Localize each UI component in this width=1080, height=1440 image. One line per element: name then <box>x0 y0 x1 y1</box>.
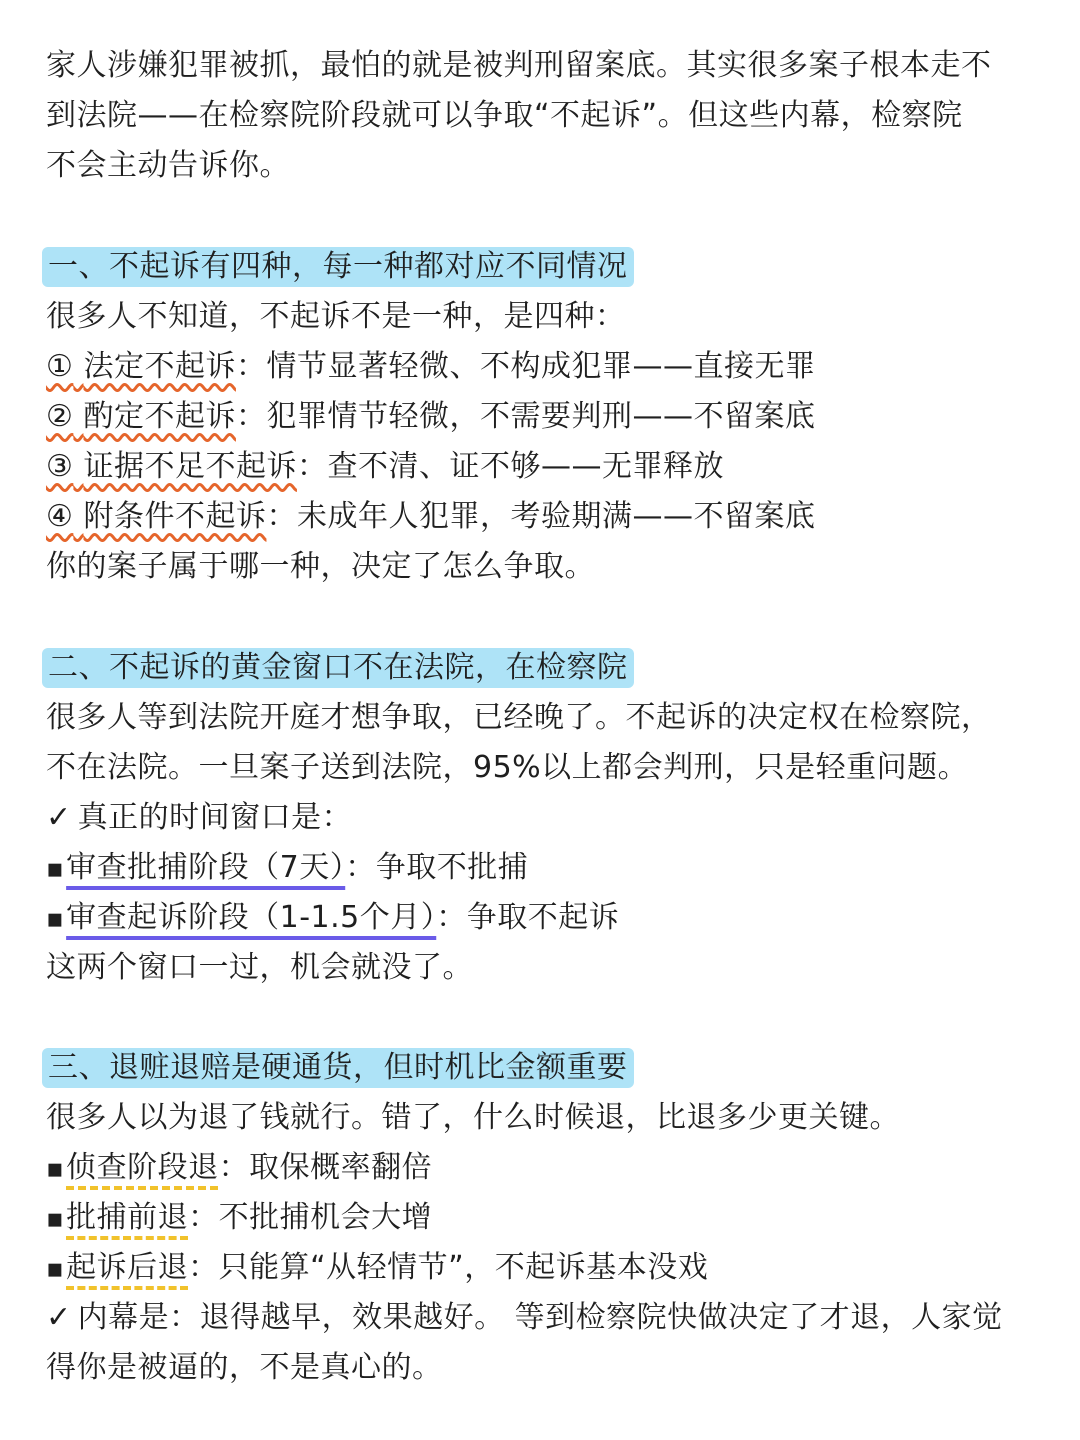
section3-item <box>46 1193 432 1243</box>
section1-item <box>46 442 724 492</box>
section2-closing: 这两个窗口一过，机会就没了。 <box>46 950 473 985</box>
item-number: ② <box>46 399 74 434</box>
section3-item <box>46 1143 432 1193</box>
item-desc: ：争取不起诉 <box>436 900 620 935</box>
item-number: ① <box>46 349 74 384</box>
check-icon: ✓ <box>46 800 72 835</box>
section3-heading: 三、退赃退赔是硬通货，但时机比金额重要 <box>42 1048 634 1088</box>
section3-lead: 很多人以为退了钱就行。错了，什么时候退，比退多少更关键。 <box>46 1100 900 1135</box>
intro-line-2: 到法院——在检察院阶段就可以争取“不起诉”。但这些内幕，检察院 <box>46 98 963 133</box>
bullet-icon: ▪ <box>46 854 65 884</box>
section2-para-line-2: 不在法院。一旦案子送到法院，95%以上都会判刑，只是轻重问题。 <box>46 750 969 785</box>
item-term: 起诉后退 <box>66 1250 189 1285</box>
item-desc: ：取保概率翻倍 <box>218 1150 433 1185</box>
section3-item <box>46 1243 708 1293</box>
item-term: 审查批捕阶段（7天） <box>66 850 346 885</box>
section1-heading: 一、不起诉有四种，每一种都对应不同情况 <box>42 247 634 287</box>
section2-item <box>46 893 619 943</box>
item-desc: ：不批捕机会大增 <box>188 1200 433 1235</box>
item-desc: ：只能算“从轻情节”，不起诉基本没戏 <box>188 1250 709 1285</box>
section2-para-line-1: 很多人等到法院开庭才想争取，已经晚了。不起诉的决定权在检察院， <box>46 700 992 735</box>
section2-item <box>46 843 528 893</box>
intro-line-1: 家人涉嫌犯罪被抓，最怕的就是被判刑留案底。其实很多案子根本走不 <box>46 48 992 83</box>
intro-line-3: 不会主动告诉你。 <box>46 148 290 183</box>
section1-heading-row <box>46 242 634 292</box>
section2-check-line <box>46 793 352 843</box>
section3-check-cont: 得你是被逼的，不是真心的。 <box>46 1350 443 1385</box>
section1-item <box>46 492 815 542</box>
item-desc: ：未成年人犯罪，考验期满——不留案底 <box>266 499 816 534</box>
item-number: ④ <box>46 499 74 534</box>
item-term-text: 附条件不起诉 <box>83 499 267 534</box>
item-term <box>46 499 266 534</box>
item-number: ③ <box>46 449 74 484</box>
bullet-icon: ▪ <box>46 904 65 934</box>
check-text: 真正的时间窗口是： <box>77 800 353 835</box>
item-term: 审查起诉阶段（1-1.5个月） <box>66 900 437 935</box>
section2-heading: 二、不起诉的黄金窗口不在法院，在检察院 <box>42 648 634 688</box>
section1-item <box>46 392 815 442</box>
section3-check-line <box>46 1293 1003 1343</box>
item-term <box>46 399 236 434</box>
item-term-text: 法定不起诉 <box>83 349 236 384</box>
section1-lead: 很多人不知道，不起诉不是一种，是四种： <box>46 299 626 334</box>
item-term-text: 酌定不起诉 <box>83 399 236 434</box>
check-text: 内幕是：退得越早，效果越好。 等到检察院快做决定了才退，人家觉 <box>77 1300 1003 1335</box>
section2-heading-row <box>46 643 634 693</box>
section1-closing: 你的案子属于哪一种，决定了怎么争取。 <box>46 549 595 584</box>
item-desc: ：争取不批捕 <box>345 850 529 885</box>
section1-item <box>46 342 815 392</box>
bullet-icon: ▪ <box>46 1154 65 1184</box>
bullet-icon: ▪ <box>46 1204 65 1234</box>
item-term-text: 证据不足不起诉 <box>83 449 297 484</box>
item-desc: ：犯罪情节轻微，不需要判刑——不留案底 <box>235 399 816 434</box>
check-icon: ✓ <box>46 1300 72 1335</box>
bullet-icon: ▪ <box>46 1254 65 1284</box>
item-term <box>46 449 297 484</box>
section3-heading-row <box>46 1043 634 1093</box>
item-desc: ：情节显著轻微、不构成犯罪——直接无罪 <box>235 349 816 384</box>
item-term: 侦查阶段退 <box>66 1150 219 1185</box>
item-desc: ：查不清、证不够——无罪释放 <box>296 449 724 484</box>
item-term: 批捕前退 <box>66 1200 189 1235</box>
item-term <box>46 349 236 384</box>
